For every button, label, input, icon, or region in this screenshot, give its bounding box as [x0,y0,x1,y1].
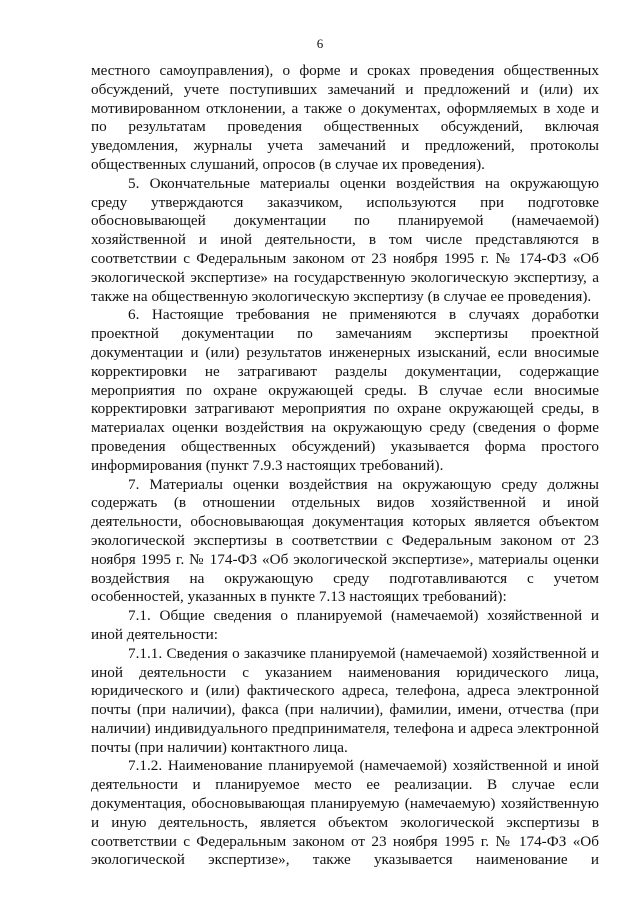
paragraph-item-5: 5. Окончательные материалы оценки воздействия на окружающую среду утверждаются заказчиком, используются при подготовке обосновывающей документации по планируемой (намечаемой) хозяйственной и иной деятельности, в том числе представляются в соответствии с Федеральным законом от 23 ноября 1995 г. № 174-ФЗ «Об экологической экспертизе» на государственную экологическую экспертизу, а также на общественную экологическую экспертизу (в случае ее проведения). [91,174,599,305]
paragraph-item-7: 7. Материалы оценки воздействия на окружающую среду должны содержать (в отношении отдельных видов хозяйственной и иной деятельности, обосновывающая документация которых является объектом экологической экспертизы в соответствии с Федеральным законом от 23 ноября 1995 г. № 174-ФЗ «Об экологической экспертизе», материалы оценки воздействия на окружающую среду подготавливаются с учетом особенностей, указанных в пункте 7.13 настоящих требований): [91,475,599,606]
paragraph-item-6: 6. Настоящие требования не применяются в случаях доработки проектной документации по замечаниям экспертизы проектной документации и (или) результатов инженерных изысканий, если вносимые корректировки не затрагивают разделы документации, содержащие мероприятия по охране окружающей среды. В случае если вносимые корректировки затрагивают мероприятия по охране окружающей среды, в материалах оценки воздействия на окружающую среду (сведения о форме проведения общественных обсуждений) указывается форма простого информирования (пункт 7.9.3 настоящих требований). [91,306,599,474]
page-number: 6 [316,36,324,51]
paragraph-item-7-1-1: 7.1.1. Сведения о заказчике планируемой (намечаемой) хозяйственной и иной деятельности с указанием наименования юридического лица, юридического и (или) фактического адреса, телефона, адреса электронной почты (при наличии), факса (при наличии), фамилии, имени, отчества (при наличии) индивидуального предпринимателя, телефона и адреса электронной почты (при наличии) контактного лица. [91,644,599,756]
paragraph-item-7-1: 7.1. Общие сведения о планируемой (намечаемой) хозяйственной и иной деятельности: [91,607,599,643]
paragraph-item-7-1-2: 7.1.2. Наименование планируемой (намечаемой) хозяйственной и иной деятельности и планируемое место ее реализации. В случае если документация, обосновывающая планируемую (намечаемую) хозяйственную и иную деятельность, является объектом экологической экспертизы в соответствии с Федеральным законом от 23 ноября 1995 г. № 174-ФЗ «Об экологической экспертизе», также указывается наименование и [91,757,599,869]
document-body [91,62,599,870]
paragraph-continuation: местного самоуправления), о форме и сроках проведения общественных обсуждений, учете поступивших замечаний и предложений и (или) их мотивированном отклонении, а также о документах, оформляемых в ходе и по результатам проведения общественных обсуждений, включая уведомления, журналы учета замечаний и предложений, протоколы общественных слушаний, опросов (в случае их проведения). [91,62,599,173]
